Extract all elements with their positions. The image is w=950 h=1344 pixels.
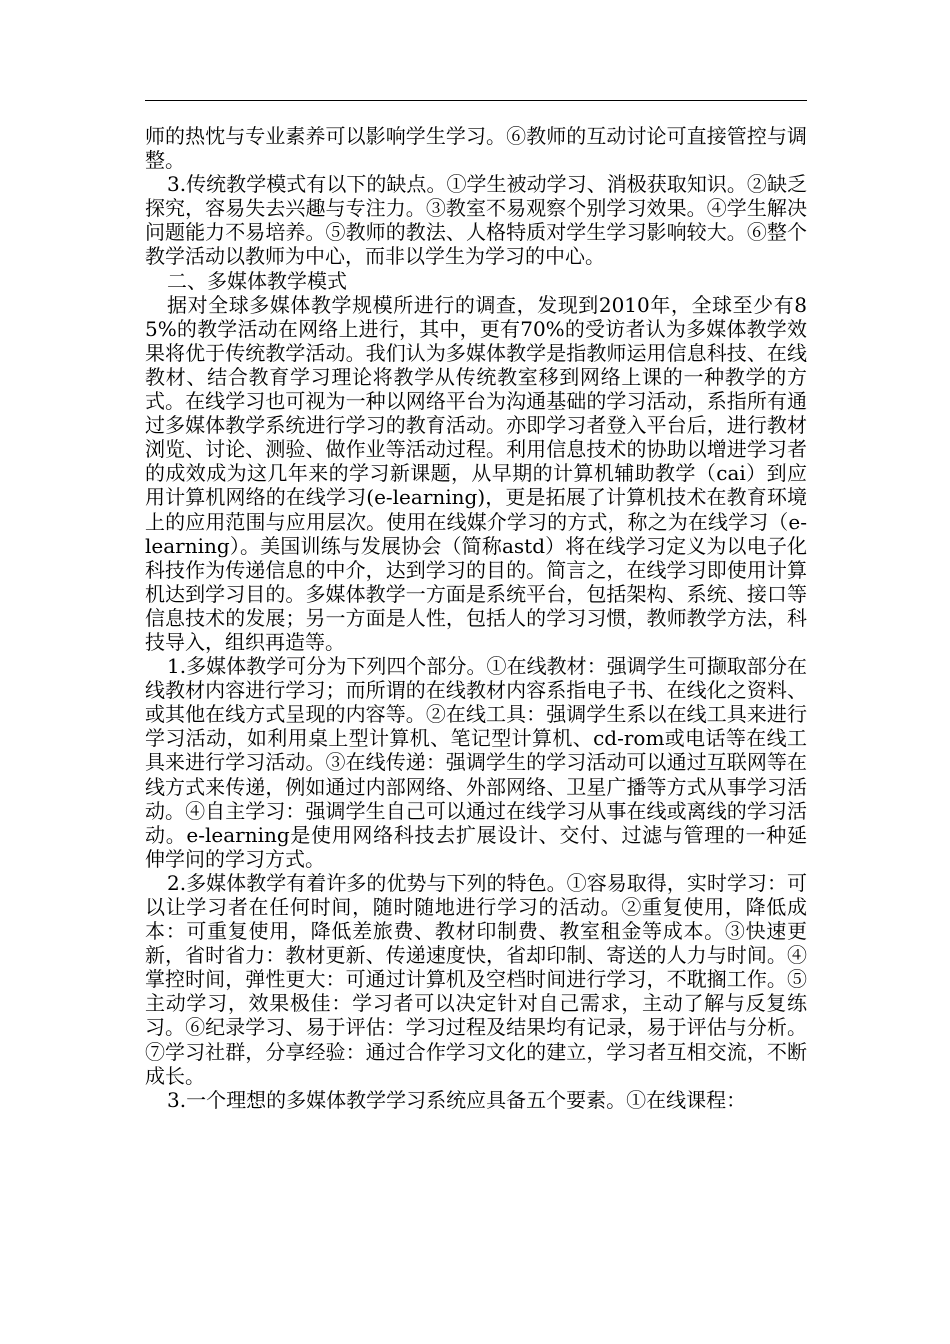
paragraph-four-parts: 1.多媒体教学可分为下列四个部分。①在线教材：强调学生可撷取部分在线教材内容进行学习；而所谓的在线教材内容系指电子书、在线化之资料、或其他在线方式呈现的内容等。②在线工具：强调学生系以在线工具来进行学习活动，如利用桌上型计算机、笔记型计算机、cd-rom或电话等在线工具来进行学习活动。③在线传递：强调学生的学习活动可以通过互联网等在线方式来传递，例如通过内部网络、外部网络、卫星广播等方式从事学习活动。④自主学习：强调学生自己可以通过在线学习从事在线或离线的学习活动。e-learning是使用网络科技去扩展设计、交付、过滤与管理的一种延伸学问的学习方式。	[145, 654, 807, 871]
document-body	[145, 124, 807, 1112]
header-rule	[145, 100, 807, 101]
paragraph-five-elements: 3.一个理想的多媒体教学学习系统应具备五个要素。①在线课程：	[167, 1087, 747, 1112]
paragraph-continuation: 师的热忱与专业素养可以影响学生学习。⑥教师的互动讨论可直接管控与调整。	[145, 124, 807, 173]
paragraph-advantages: 2.多媒体教学有着许多的优势与下列的特色。①容易取得，实时学习：可以让学习者在任何时间，随时随地进行学习的活动。②重复使用，降低成本：可重复使用，降低差旅费、教材印制费、教室租金等成本。③快速更新，省时省力：教材更新、传递速度快，省却印制、寄送的人力与时间。④掌控时间，弹性更大：可通过计算机及空档时间进行学习，不耽搁工作。⑤主动学习，效果极佳：学习者可以决定针对自己需求，主动了解与反复练习。⑥纪录学习、易于评估：学习过程及结果均有记录，易于评估与分析。⑦学习社群，分享经验：通过合作学习文化的建立，学习者互相交流，不断成长。	[145, 870, 807, 1088]
paragraph-multimedia-survey: 据对全球多媒体教学规模所进行的调查，发现到2010年，全球至少有85%的教学活动在网络上进行，其中，更有70%的受访者认为多媒体教学效果将优于传统教学活动。我们认为多媒体教学是指教师运用信息科技、在线教材、结合教育学习理论将教学从传统教室移到网络上课的一种教学的方式。在线学习也可视为一种以网络平台为沟通基础的学习活动，系指所有通过多媒体教学系统进行学习的教育活动。亦即学习者登入平台后，进行教材浏览、讨论、测验、做作业等活动过程。利用信息技术的协助以增进学习者的成效成为这几年来的学习新课题，从早期的计算机辅助教学（cai）到应用计算机网络的在线学习(e-learning)，更是拓展了计算机技术在教育环境上的应用范围与应用层次。使用在线媒介学习的方式，称之为在线学习（e-learning）。美国训练与发展协会（简称astd）将在线学习定义为以电子化科技作为传递信息的中介，达到学习的目的。简言之，在线学习即使用计算机达到学习目的。多媒体教学一方面是系统平台，包括架构、系统、接口等信息技术的发展；另一方面是人性，包括人的学习习惯，教师教学方法，科技导入，组织再造等。	[145, 292, 807, 654]
paragraph-traditional-disadvantages: 3.传统教学模式有以下的缺点。①学生被动学习、消极获取知识。②缺乏探究，容易失去兴趣与专注力。③教室不易观察个别学习效果。④学生解决问题能力不易培养。⑤教师的教法、人格特质对学生学习影响较大。⑥整个教学活动以教师为中心，而非以学生为学习的中心。	[145, 172, 807, 269]
section-heading-multimedia-mode: 二、多媒体教学模式	[167, 268, 347, 293]
